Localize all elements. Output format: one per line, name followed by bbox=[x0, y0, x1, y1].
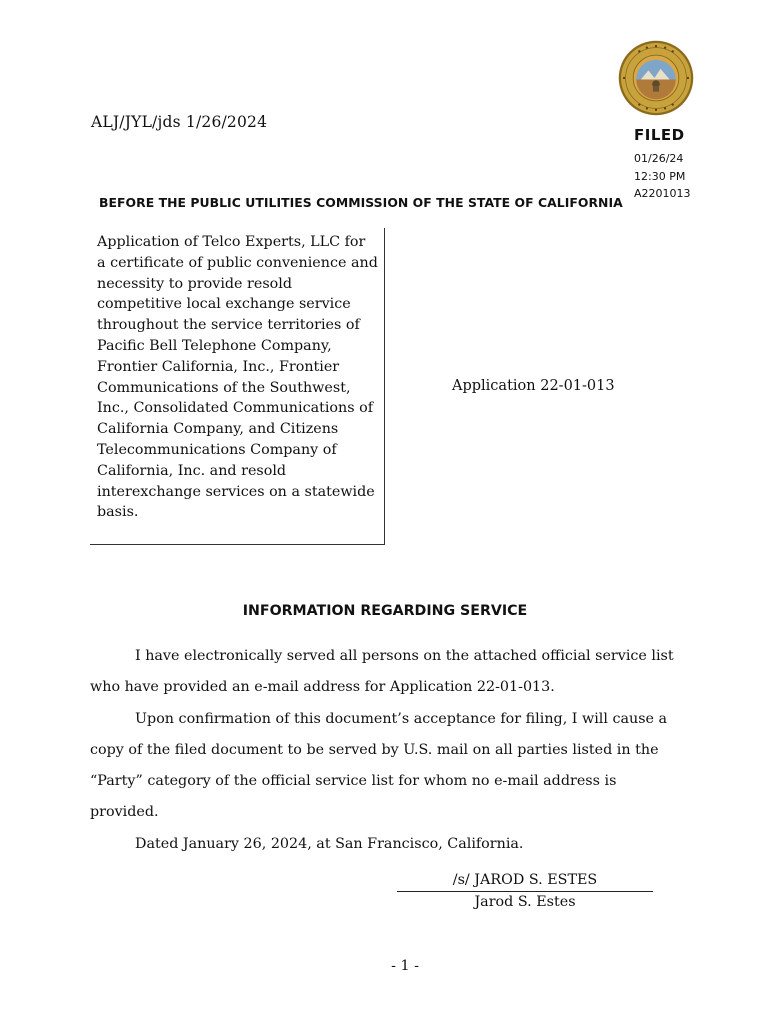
caption-line: California Company, and Citizens bbox=[97, 421, 339, 438]
filed-date: 01/26/24 bbox=[634, 152, 684, 165]
caption-line: Pacific Bell Telephone Company, bbox=[97, 337, 332, 354]
caption-line: competitive local exchange service bbox=[97, 296, 351, 313]
caption-line: Telecommunications Company of bbox=[97, 441, 337, 458]
caption-line: Frontier California, Inc., Frontier bbox=[97, 358, 340, 375]
caption-line: throughout the service territories of bbox=[97, 317, 360, 334]
signatory-name: Jarod S. Estes bbox=[474, 894, 576, 910]
application-number: Application 22-01-013 bbox=[452, 378, 615, 394]
filing-stamp bbox=[634, 126, 754, 203]
caption-line: Communications of the Southwest, bbox=[97, 379, 351, 396]
caption-line: interexchange services on a statewide bbox=[97, 483, 375, 500]
filed-docket: A2201013 bbox=[634, 187, 691, 200]
section-heading bbox=[0, 603, 770, 619]
body-paragraph: I have electronically served all persons on the attached official service list who have provided an e-mail address for Application 22-01-013. bbox=[90, 648, 674, 696]
section-heading-text: INFORMATION REGARDING SERVICE bbox=[242, 603, 528, 619]
caption-line: basis. bbox=[97, 504, 139, 521]
body-paragraph: Dated January 26, 2024, at San Francisco, California. bbox=[135, 835, 524, 852]
docket-reference: ALJ/JYL/jds 1/26/2024 bbox=[91, 113, 268, 131]
commission-seal-logo bbox=[618, 40, 694, 116]
signature-line: /s/ JAROD S. ESTES bbox=[397, 869, 653, 892]
caption-line: Application of Telco Experts, LLC for bbox=[97, 234, 366, 250]
page-number: - 1 - bbox=[391, 958, 419, 974]
body-text bbox=[90, 641, 680, 860]
caption-line: necessity to provide resold bbox=[97, 275, 293, 292]
filed-label: FILED bbox=[634, 126, 685, 144]
filed-time: 12:30 PM bbox=[634, 169, 686, 183]
body-paragraph: Upon confirmation of this document’s acceptance for filing, I will cause a copy of the filed document to be served by U.S. mail on all parties listed in the “Party” category of the official service list for whom no e-mail address is provided. bbox=[90, 710, 668, 821]
caption-line: California, Inc. and resold bbox=[97, 462, 287, 479]
seal-graphic bbox=[618, 40, 694, 116]
caption-line: Inc., Consolidated Communications of bbox=[97, 400, 374, 417]
commission-title: BEFORE THE PUBLIC UTILITIES COMMISSION OF THE STATE OF CALIFORNIA bbox=[99, 195, 623, 210]
caption-line: a certificate of public convenience and bbox=[97, 254, 378, 271]
caption-text bbox=[97, 232, 379, 523]
